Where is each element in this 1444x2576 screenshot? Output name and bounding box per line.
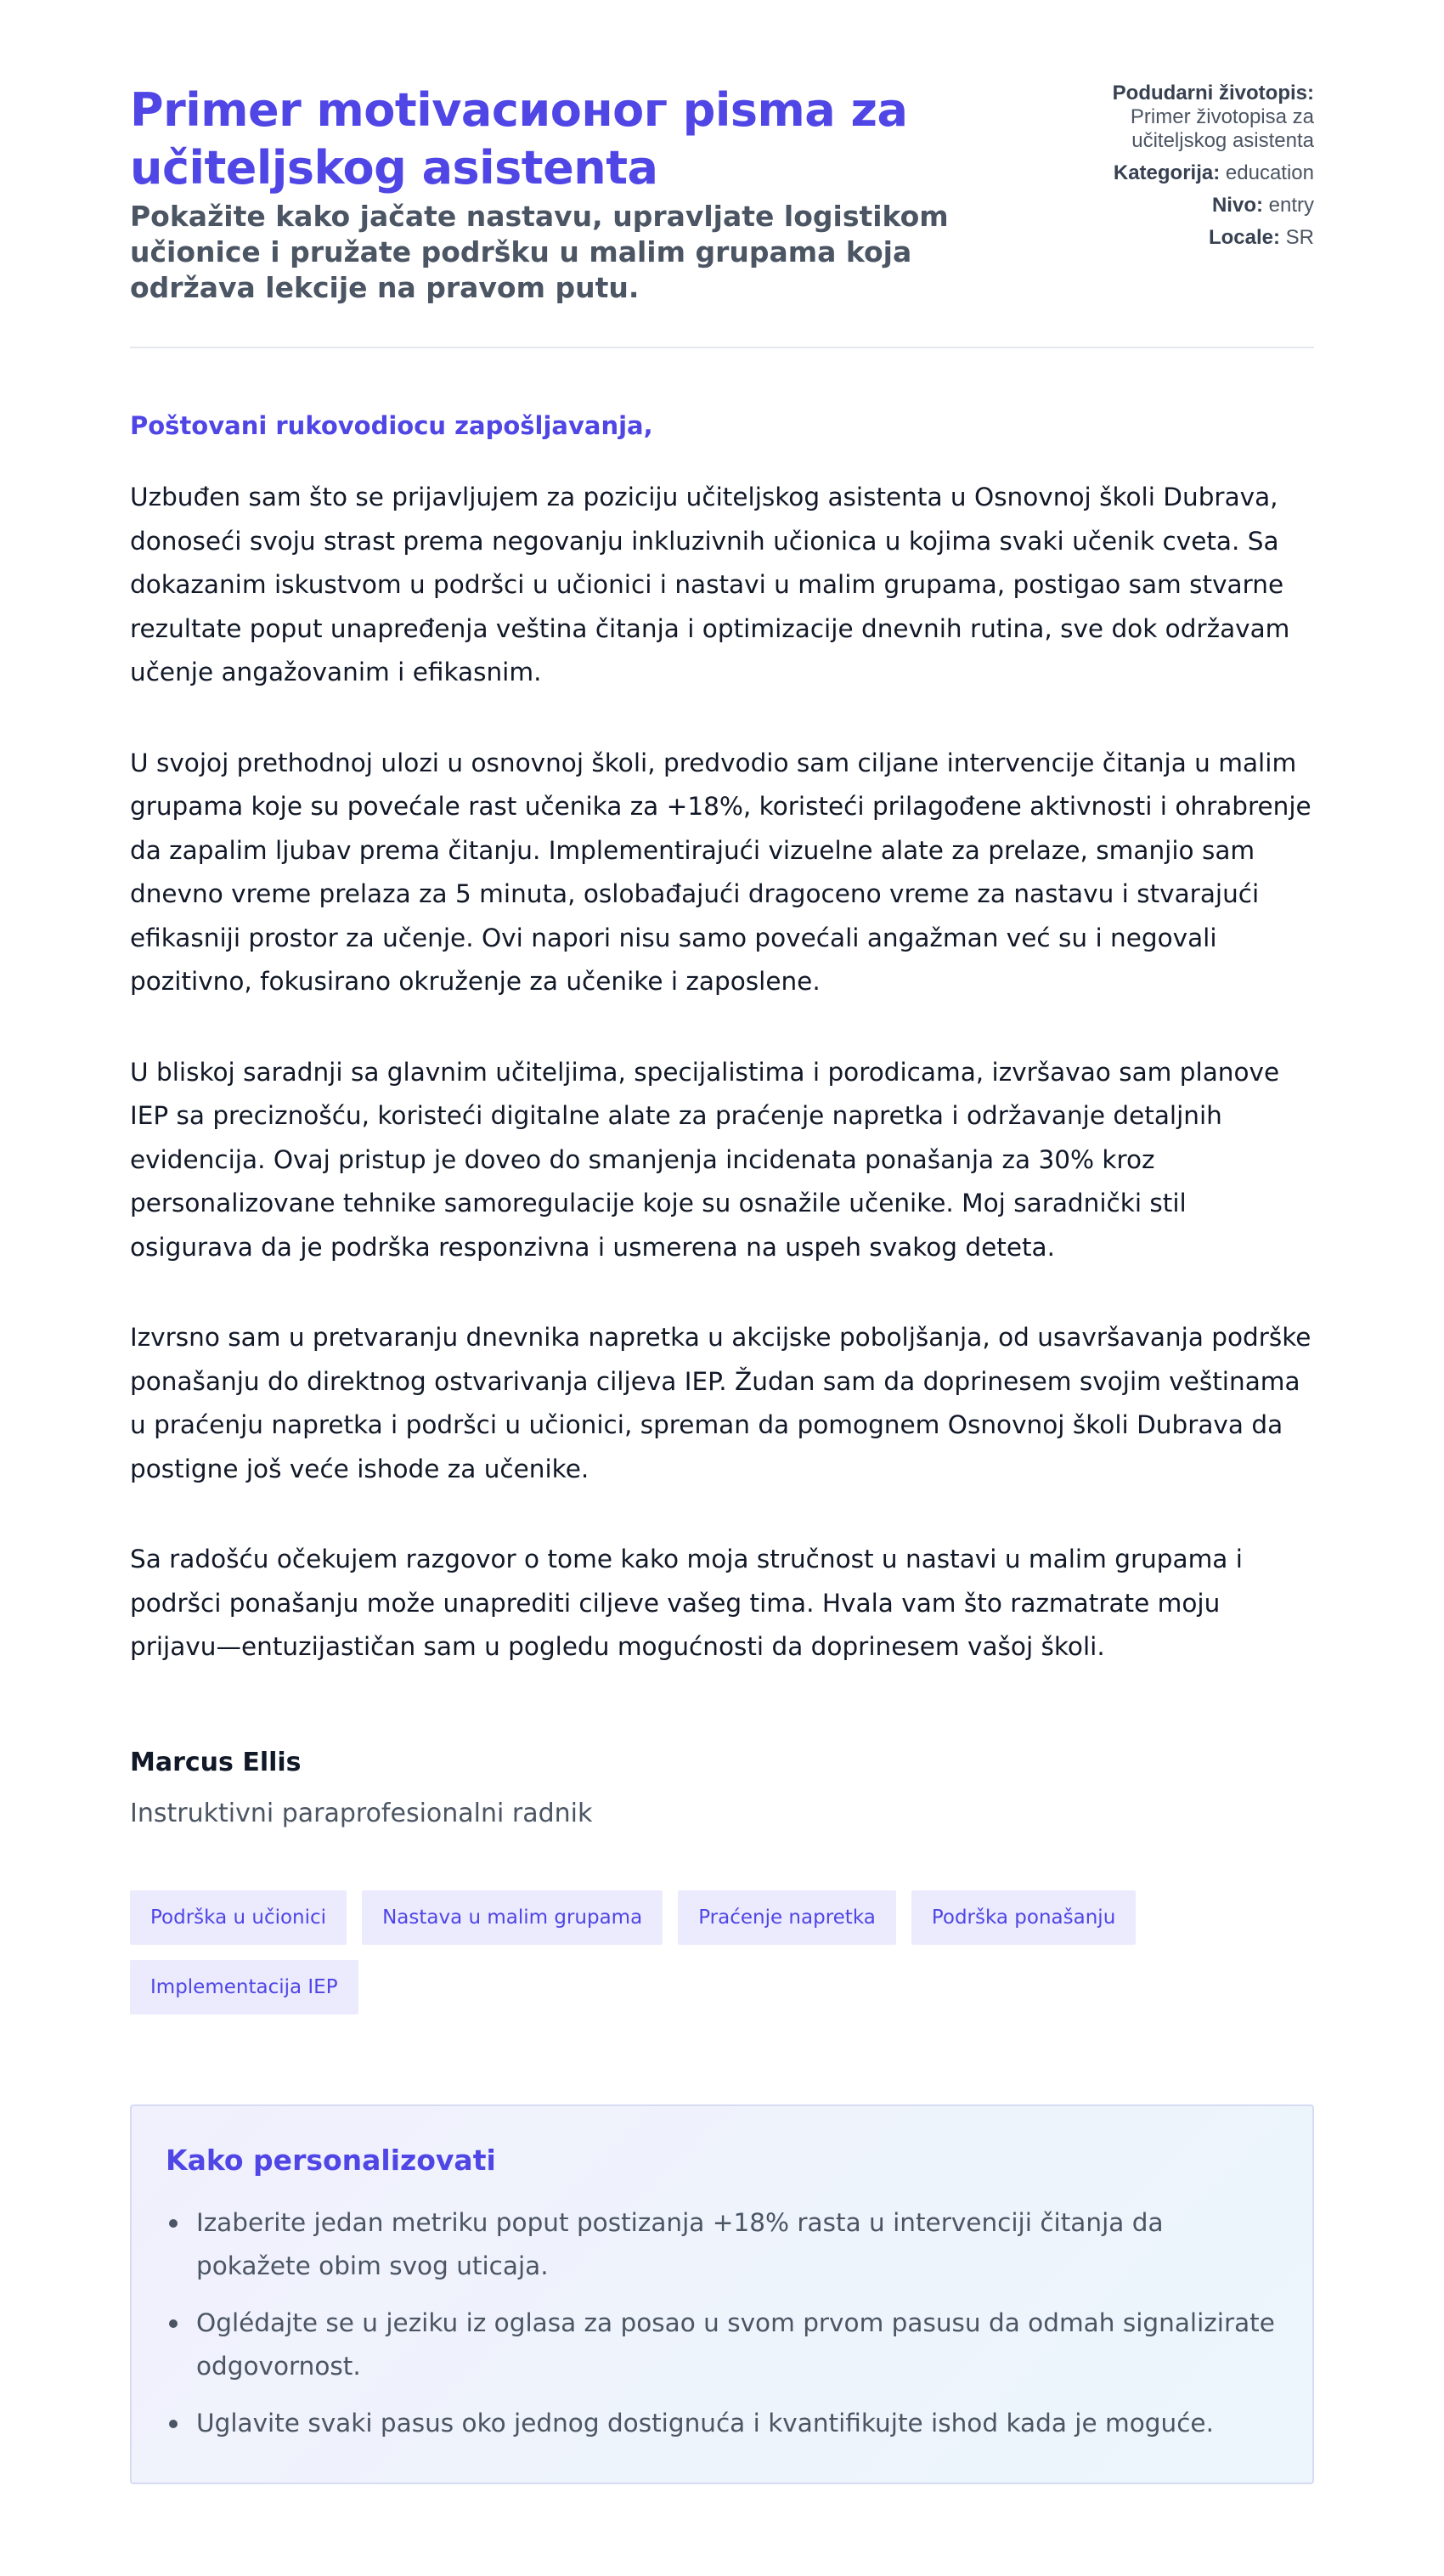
meta-category — [1059, 161, 1314, 185]
meta-locale-key: Locale: — [1208, 226, 1280, 249]
tip-text: Oglédajte se u jeziku iz oglasa za posao u svom prvom pasusu da odmah signalizirate odgovornost. — [196, 2308, 1275, 2381]
header-text — [130, 82, 996, 306]
meta-panel — [1059, 82, 1314, 258]
tips-title: Kako personalizovati — [166, 2143, 496, 2177]
page-subtitle: Pokažite kako jačate nastavu, upravljate logistikom učionice i pružate podršku u malim grupama koja održava lekcije na pravom putu. — [130, 200, 949, 304]
list-item — [166, 2201, 1277, 2288]
skill-tag: Implementacija IEP — [130, 1960, 358, 2014]
skill-tag: Podrška ponašanju — [911, 1890, 1136, 1945]
tip-text: Izaberite jedan metriku poput postizanja +18% rasta u intervenciji čitanja da pokažete obim svog uticaja. — [196, 2207, 1164, 2280]
letter-greeting: Poštovani rukovodiocu zapošljavanja, — [130, 411, 653, 440]
personalize-tips-box — [130, 2104, 1314, 2484]
meta-resume — [1059, 82, 1314, 153]
letter-paragraph-1: Uzbuđen sam što se prijavljujem za poziciju učiteljskog asistenta u Osnovnoj školi Dubrava, donoseći svoju strast prema negovanju inkluzivnih učionica u kojima svaki učenik cveta. Sa dokazanim iskustvom u podršci u učionici i nastavi u malim grupama, postigao sam stvarne rezultate poput unapređenja veština čitanja i optimizacije dnevnih rutina, sve dok održavam učenje angažovanim i efikasnim. — [130, 483, 1290, 686]
letter-paragraph-2: U svojoj prethodnoj ulozi u osnovnoj školi, predvodio sam ciljane intervencije čitanja u malim grupama koje su povećale rast učenika za +18%, koristeći prilagođene aktivnosti i ohrabrenje da zapalim ljubav prema čitanju. Implementirajući vizuelne alate za prelaze, smanjio sam dnevno vreme prelaza za 5 minuta, oslobađajući dragoceno vreme za nastavu i stvarajući efikasniji prostor za učenje. Ovi napori nisu samo povećali angažman već su i negovali pozitivno, fokusirano okruženje za učenike i zaposlene. — [130, 748, 1311, 996]
meta-locale — [1059, 226, 1314, 250]
bullet-icon — [169, 2420, 178, 2428]
tips-list — [166, 2201, 1277, 2445]
meta-resume-key: Podudarni životopis: — [1112, 82, 1314, 105]
letter-paragraph-5: Sa radošću očekujem razgovor o tome kako moja stručnost u nastavi u malim grupama i podršci ponašanju može unaprediti ciljeve vašeg tima. Hvala vam što razmatrate moju prijavu—entuzijastičan sam u pogledu mogućnosti da doprinesem vašoj školi. — [130, 1545, 1243, 1661]
skill-tags — [130, 1890, 1192, 2014]
list-item — [166, 2402, 1277, 2445]
list-item — [166, 2302, 1277, 2388]
letter-body — [130, 476, 1314, 1669]
signature-name: Marcus Ellis — [130, 1747, 302, 1777]
meta-resume-value: Primer životopisa za učiteljskog asistenta — [1130, 105, 1314, 152]
page-title: Primer motivacионог pisma za učiteljskog asistenta — [130, 83, 908, 195]
meta-category-key: Kategorija: — [1113, 161, 1221, 184]
meta-level-value: entry — [1268, 194, 1314, 217]
letter — [130, 410, 1314, 1831]
meta-level — [1059, 194, 1314, 217]
bullet-icon — [169, 2219, 178, 2228]
skill-tag: Nastava u malim grupama — [362, 1890, 663, 1945]
page-header — [130, 82, 1314, 348]
signature-role: Instruktivni paraprofesionalni radnik — [130, 1798, 593, 1828]
letter-paragraph-3: U bliskoj saradnji sa glavnim učiteljima, specijalistima i porodicama, izvršavao sam planove IEP sa preciznošću, koristeći digitalne alate za praćenje napretka i održavanje detaljnih evidencija. Ovaj pristup je doveo do smanjenja incidenata ponašanja za 30% kroz personalizovane tehnike samoregulacije koje su osnažile učenike. Moj saradnički stil osigurava da je podrška responzivna i usmerena na uspeh svakog deteta. — [130, 1057, 1280, 1262]
skill-tag: Praćenje napretka — [678, 1890, 896, 1945]
meta-level-key: Nivo: — [1211, 194, 1263, 217]
tip-text: Uglavite svaki pasus oko jednog dostignuća i kvantifikujte ishod kada je moguće. — [196, 2408, 1214, 2438]
meta-locale-value: SR — [1285, 226, 1314, 249]
bullet-icon — [169, 2319, 178, 2328]
letter-paragraph-4: Izvrsno sam u pretvaranju dnevnika napretka u akcijske poboljšanja, od usavršavanja podrške ponašanju do direktnog ostvarivanja ciljeva IEP. Žudan sam da doprinesem svojim veštinama u praćenju napretka i podršci u učionici, spreman da pomognem Osnovnoj školi Dubrava da postigne još veće ishode za učenike. — [130, 1323, 1311, 1483]
meta-category-value: education — [1225, 161, 1314, 184]
signature — [130, 1746, 1314, 1831]
skill-tag: Podrška u učionici — [130, 1890, 347, 1945]
